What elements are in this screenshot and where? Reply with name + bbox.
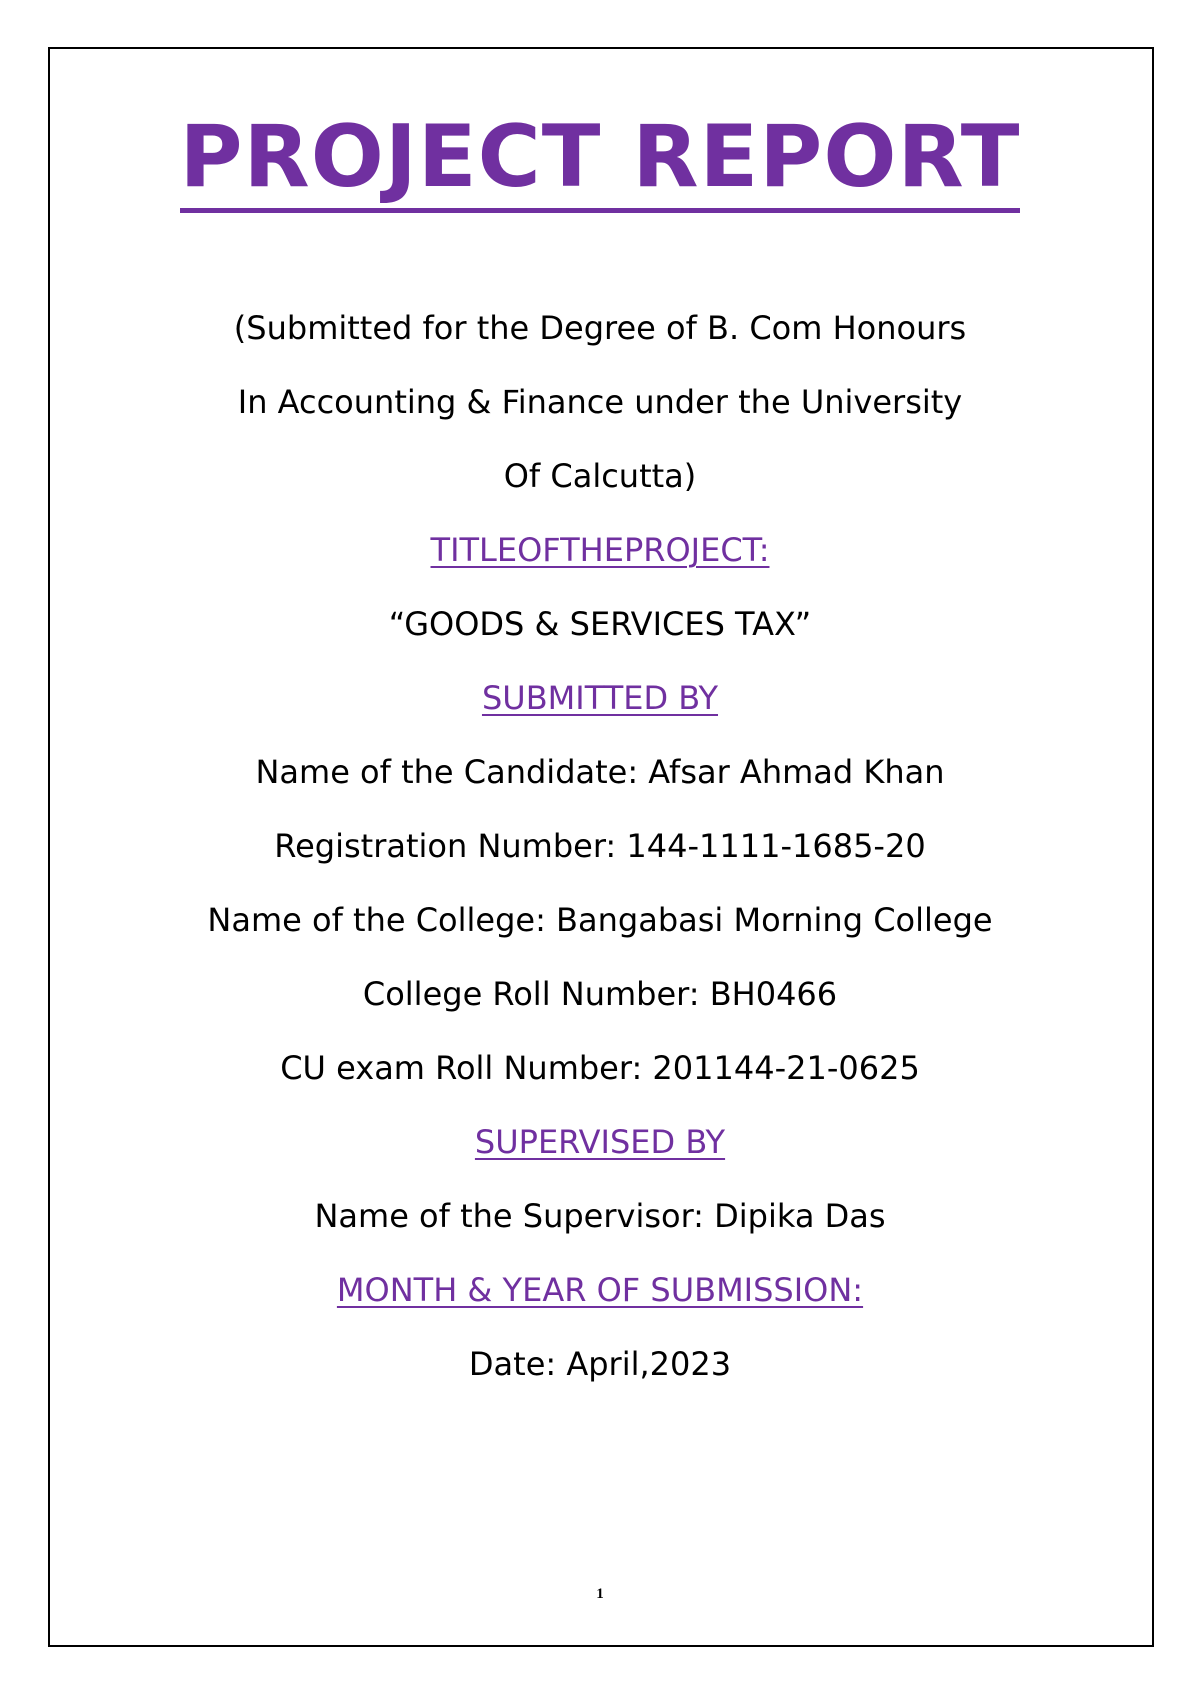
supervised-by-heading — [0, 1122, 1200, 1162]
candidate-name: Name of the Candidate: Afsar Ahmad Khan — [255, 753, 945, 791]
submission-date: Date: April,2023 — [468, 1345, 732, 1383]
submitted-by-heading — [0, 678, 1200, 718]
college-name: Name of the College: Bangabasi Morning College — [207, 901, 993, 939]
page-number: 1 — [596, 1586, 604, 1602]
page-title-text: PROJECT REPORT — [180, 108, 1021, 213]
supervisor-name: Name of the Supervisor: Dipika Das — [314, 1197, 886, 1235]
exam-roll-number: CU exam Roll Number: 201144-21-0625 — [280, 1049, 920, 1087]
supervised-by-heading-text: SUPERVISED BY — [474, 1123, 726, 1161]
submission-heading-text: MONTH & YEAR OF SUBMISSION: — [336, 1271, 864, 1309]
intro-line-1: (Submitted for the Degree of B. Com Honours — [233, 309, 967, 347]
registration-number: Registration Number: 144-1111-1685-20 — [274, 827, 926, 865]
page-title — [0, 107, 1200, 213]
submitted-by-heading-text: SUBMITTED BY — [481, 679, 719, 717]
project-title-heading — [0, 530, 1200, 570]
project-title: “GOODS & SERVICES TAX” — [388, 605, 812, 643]
project-title-heading-text: TITLEOFTHEPROJECT: — [430, 531, 770, 569]
intro-line-2: In Accounting & Finance under the University — [237, 383, 963, 421]
intro-line-3: Of Calcutta) — [503, 457, 697, 495]
submission-heading — [0, 1270, 1200, 1310]
college-roll-number: College Roll Number: BH0466 — [362, 975, 838, 1013]
